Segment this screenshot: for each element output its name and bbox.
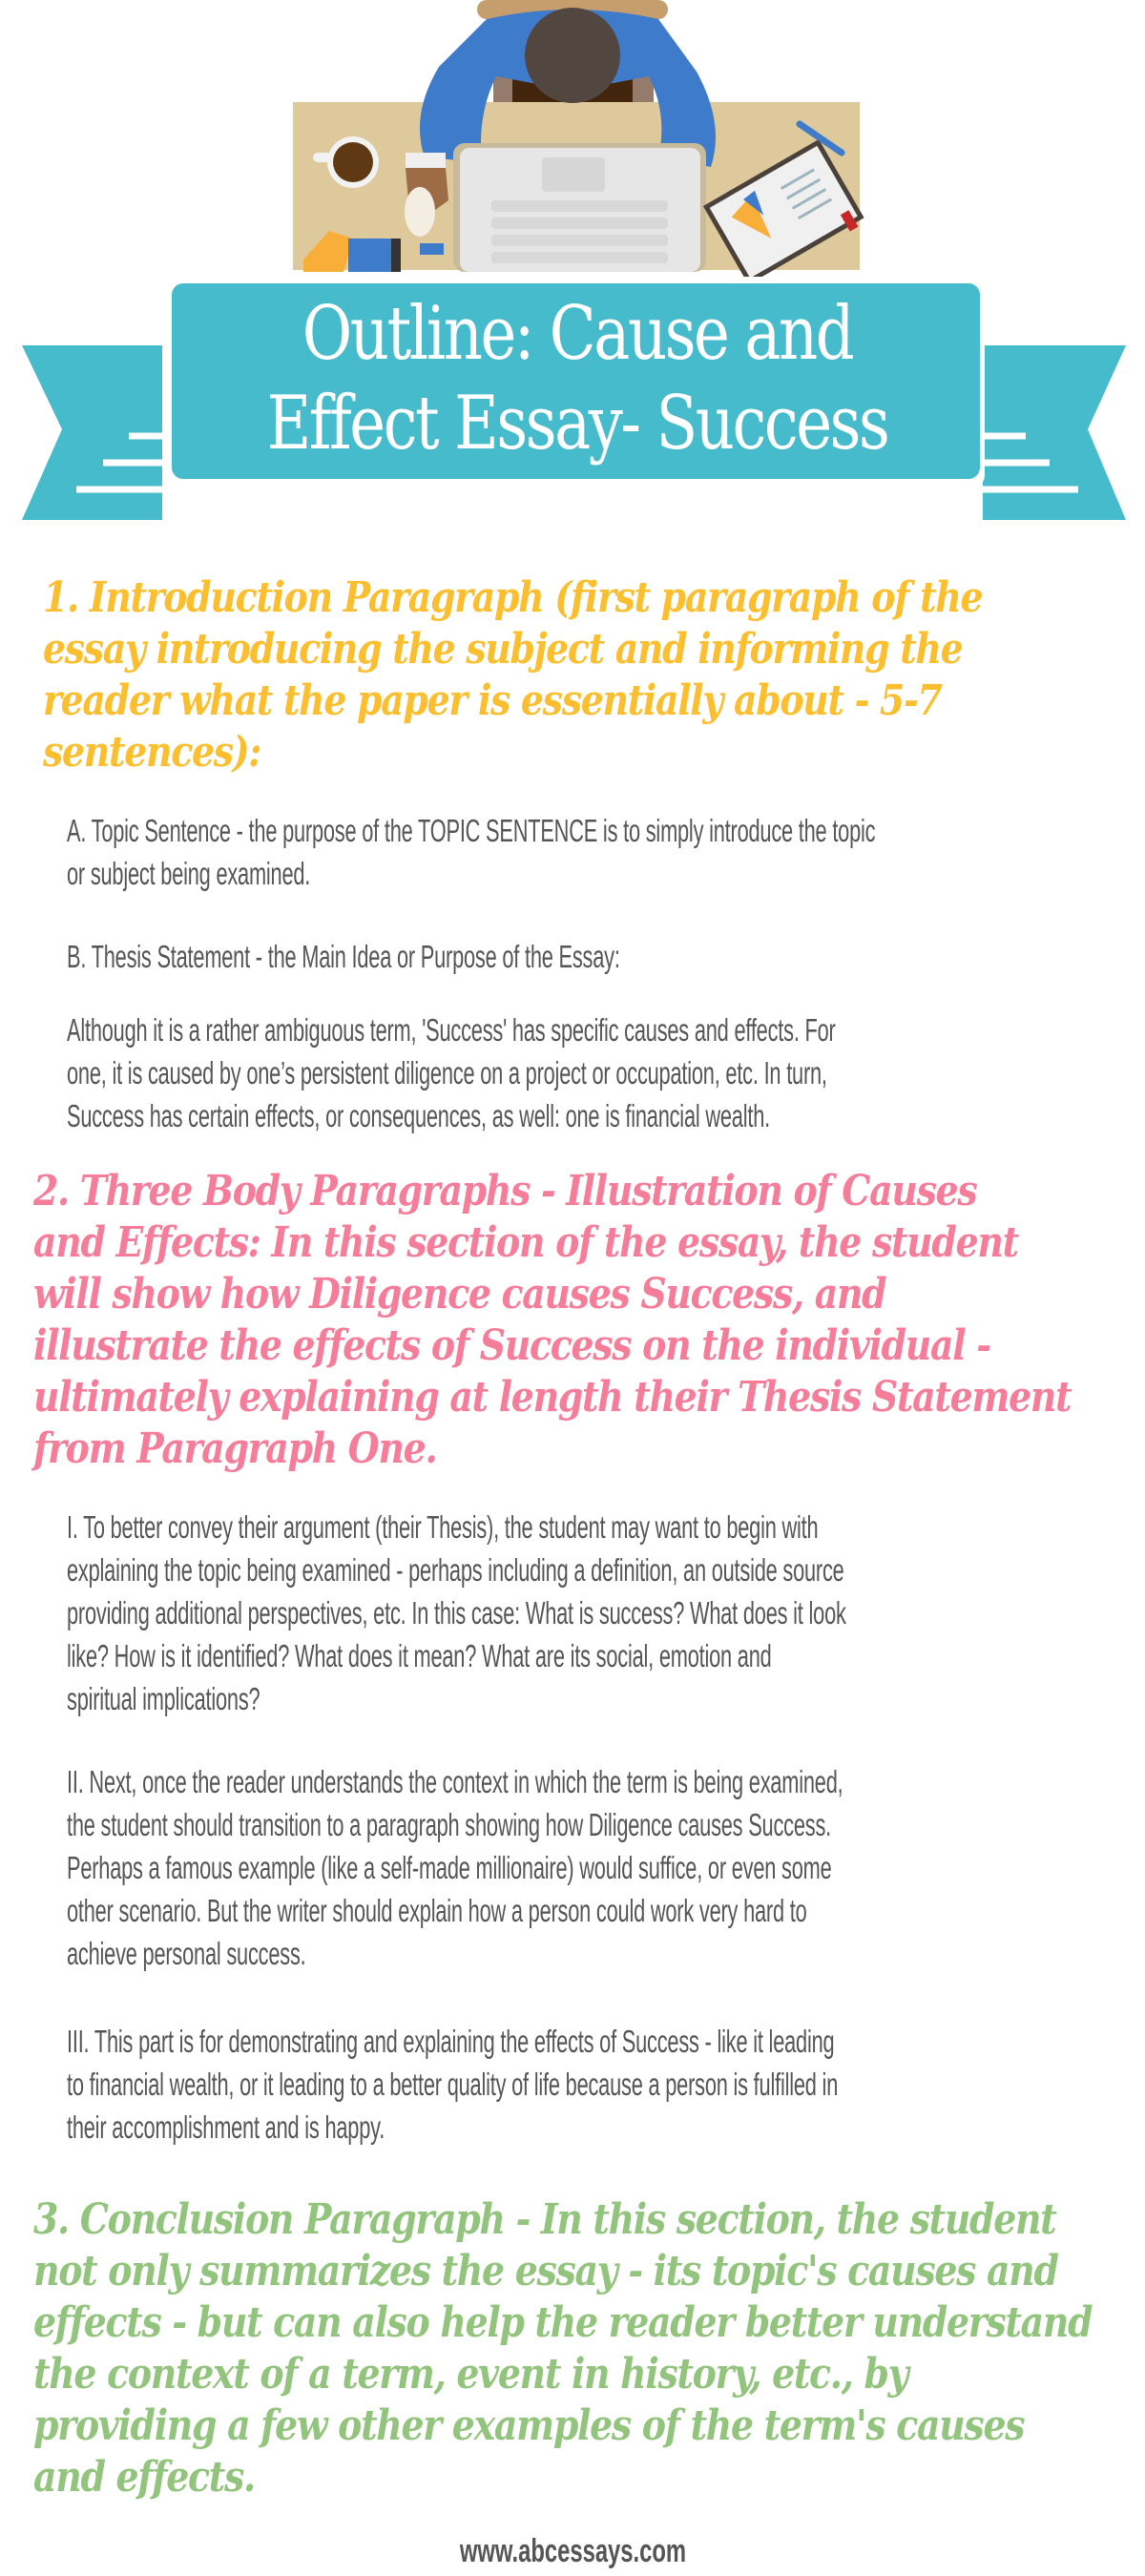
website-link[interactable]: www.abcessays.com [459,2533,686,2569]
mouse-icon [405,187,435,237]
body-line: the student should transition to a paragraph showing how Diligence causes Success. [67,1807,832,1842]
body-line: other scenario. But the writer should explain how a person could work very hard to [67,1893,807,1928]
body-line: II. Next, once the reader understands the context in which the term is being examined, [67,1764,843,1799]
body-line: providing additional perspectives, etc. In this case: What is success? What does it look [67,1595,846,1631]
body-line: Perhaps a famous example (like a self-made millionaire) would suffice, or even some [67,1850,832,1885]
body-line: like? How is it identified? What does it mean? What are its social, emotion and [67,1638,772,1673]
laptop-icon [453,143,706,272]
body-item-ii [67,1760,885,1975]
body-line: A. Topic Sentence - the purpose of the TOPIC SENTENCE is to simply introduce the topic [67,813,876,848]
heading-line: illustrate the effects of Success on the individual - [33,1321,990,1370]
body-line: one, it is caused by one’s persistent diligence on a project or occupation, etc. In turn, [67,1055,827,1091]
body-item-iii [67,2020,885,2149]
intro-item-thesis-example [67,1008,885,1137]
heading-line: sentences): [43,728,261,777]
intro-item-topic-sentence [67,809,885,895]
body-line: Success has certain effects, or consequences, as well: one is financial wealth. [67,1098,770,1133]
heading-line: 2. Three Body Paragraphs - Illustration of Causes [33,1167,977,1215]
heading-line: will show how Diligence causes Success, and [33,1270,886,1319]
heading-line: not only summarizes the essay - its topic's causes and [33,2247,1058,2296]
page-title [245,279,910,479]
body-line: Although it is a rather ambiguous term, 'Success' has specific causes and effects. For [67,1012,836,1048]
section-heading-conclusion [33,2194,1100,2503]
body-line: achieve personal success. [67,1936,306,1971]
body-line: B. Thesis Statement - the Main Idea or Purpose of the Essay: [67,939,620,974]
heading-line: the context of a term, event in history, etc., by [33,2350,908,2399]
heading-line: reader what the paper is essentially about - 5-7 [43,676,942,725]
heading-line: ultimately explaining at length their Thesis Statement [33,1373,1072,1422]
body-line: to financial wealth, or it leading to a better quality of life because a person is fulfilled in [67,2067,839,2102]
body-line: or subject being examined. [67,856,311,891]
desk-illustration [0,0,1145,277]
heading-line: 3. Conclusion Paragraph - In this section, the student [33,2195,1056,2244]
section-heading-introduction [43,572,1110,779]
footer-website [0,2533,1145,2570]
heading-line: effects - but can also help the reader better understand [33,2298,1093,2347]
heading-line: from Paragraph One. [33,1424,437,1473]
heading-line: and Effects: In this section of the essay, the student [33,1218,1018,1267]
body-line: III. This part is for demonstrating and explaining the effects of Success - like it leading [67,2024,835,2059]
body-line: explaining the topic being examined - perhaps including a definition, an outside source [67,1552,844,1588]
heading-line: and effects. [33,2453,255,2502]
body-line: their accomplishment and is happy. [67,2109,385,2145]
body-line: spiritual implications? [67,1681,260,1716]
section-heading-body-paragraphs [33,1166,1100,1475]
intro-item-thesis-statement [67,935,885,978]
body-line: I. To better convey their argument (their Thesis), the student may want to begin with [67,1509,819,1545]
heading-line: 1. Introduction Paragraph (first paragraph of the [43,573,983,622]
title-line-2: Effect Essay- Success [266,381,888,467]
body-item-i [67,1506,885,1720]
title-line-1: Outline: Cause and [302,291,853,377]
heading-line: essay introducing the subject and informing the [43,625,963,674]
heading-line: providing a few other examples of the term's causes [33,2401,1025,2450]
